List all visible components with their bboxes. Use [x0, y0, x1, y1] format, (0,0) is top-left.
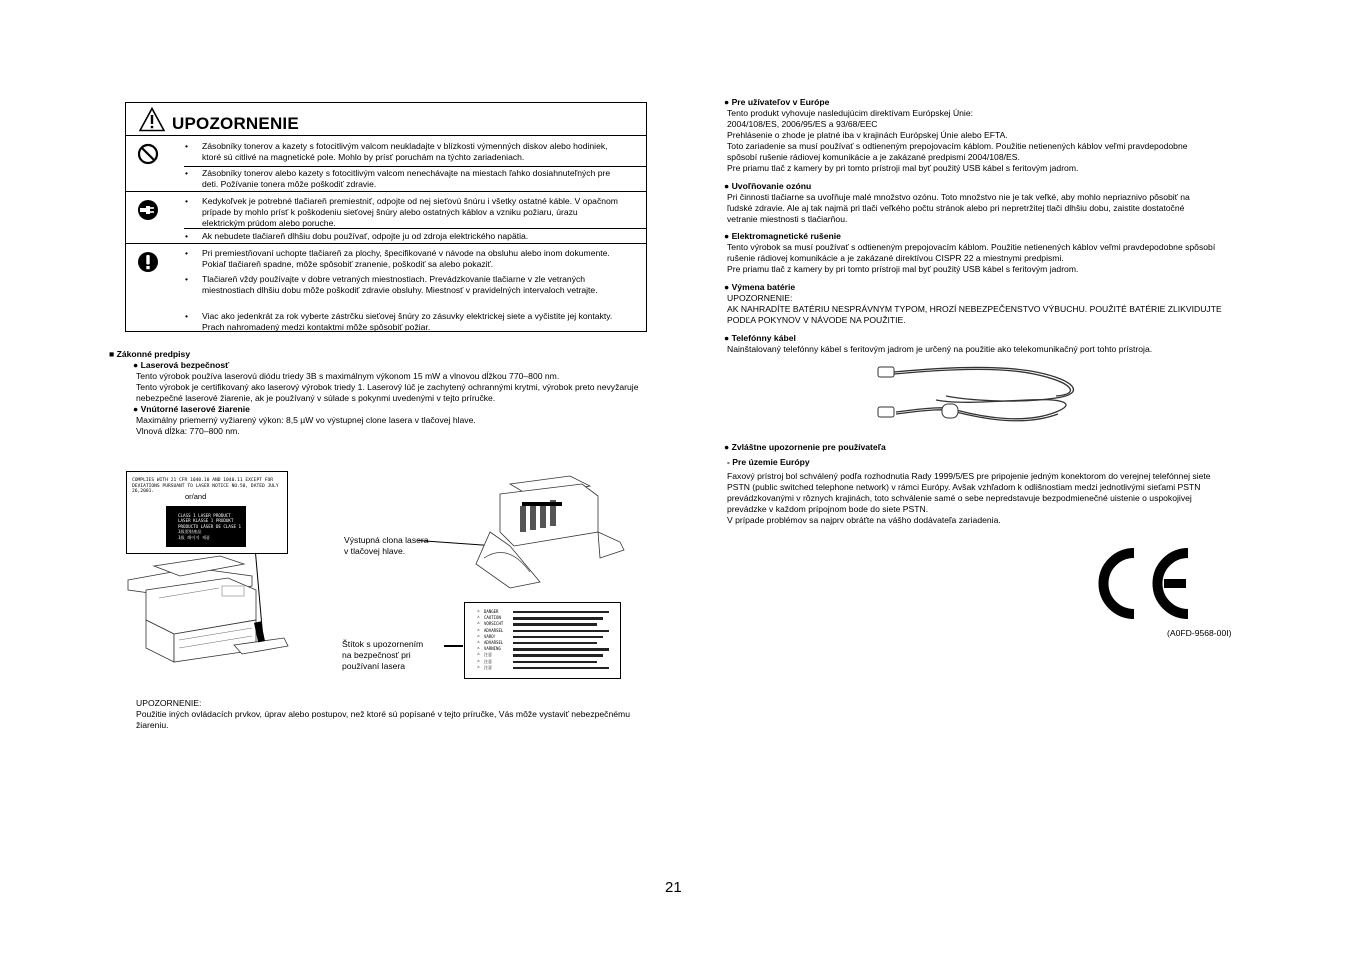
caution-row-label: DANGER [484, 609, 499, 614]
warning-triangle-icon: ⚠ [477, 646, 480, 652]
printer-illustration [124, 550, 290, 665]
ozone-text: Pri činnosti tlačiarne sa uvoľňuje malé množstvo ozónu. Toto množstvo nie je tak veľké, aby mohlo nepriaznivo pôsobiť na ľudské zdravie. Ale aj tak najmä pri tlači veľkého počtu stránok alebo pri nepretržitej tlači dlhšiu dobu, zaistite dostatočné vetranie miestnosti s tlačiarňou. [727, 192, 1190, 224]
unplug-icon [137, 199, 159, 221]
warning-triangle-icon [139, 107, 165, 132]
warning-triangle-icon: ⚠ [477, 627, 480, 633]
caution-text-block [513, 654, 603, 656]
label-callout: Štítok s upozornením na bezpečnosť pri používaní lasera [342, 639, 424, 671]
warning-triangle-icon: ⚠ [477, 664, 480, 670]
eu-text: Tento produkt vyhovuje nasledujúcim direktívam Európskej Únie: 2004/108/ES, 2006/95/ES a 93/68/EEC Prehlásenie o zhode je platné iba v krajinách Európskej Únie alebo EFTA. Toto zariadenie sa musí používať s odtieneným prepojovacím káblom. Použitie netienených káblov veľmi pravdepodobne spôsobí rušenie rádiovej komunikácie a je zakázané predpismi 2004/108/ES. Pre priamu tlač z kamery by pri tomto prístroji mal byť použitý USB kábel s feritovým jadrom. [727, 108, 1188, 173]
warning-row-handling [126, 244, 646, 332]
page-number: 21 [665, 879, 682, 896]
caution-row-label: VARO! [484, 633, 497, 639]
warning-title: UPOZORNENIE [172, 114, 299, 133]
warning-box [125, 102, 647, 332]
caution-row-label: ADVARSEL [484, 639, 504, 645]
warning-item: • Pri premiestňovaní uchopte tlačiareň za plochy, špecifikované v návode na obsluhu alebo inom dokumente. Pokiaľ tlačiareň spadne, môže spôsobiť zranenie, poškodiť sa alebo pokaziť. [185, 248, 610, 269]
eu-heading: ● Pre užívateľov v Európe [724, 97, 830, 107]
caution-text-block [513, 623, 597, 625]
ce-code: (A0FD-9568-00I) [1167, 628, 1232, 638]
internal-laser-heading: ● Vnútorné laserové žiarenie [133, 404, 250, 414]
warning-item: • Zásobníky tonerov alebo kazety s fotocitlivým valcom nenechávajte na miestach ľahko dosiahnuteľných pre deti. Požívanie tonera môže poškodiť zdravie. [185, 168, 611, 189]
bottom-note-text: Použitie iných ovládacích prvkov, úprav alebo postupov, než ktoré sú popísané v tejto príručke, Vás môže vystaviť nebezpečnému žiareniu. [136, 709, 630, 730]
caution-text-block [513, 611, 609, 613]
emc-text: Tento výrobok sa musí používať s odtieneným prepojovacím káblom. Použitie netienených káblov veľmi pravdepodobne spôsobí rušenie rádiovej komunikácie a je zakázané direktívou CISPR 22 a miestnymi predpismi. Pre priamu tlač z kamery by pri tomto prístroji mal byť použitý USB kábel s feritovým jadrom. [727, 242, 1216, 274]
warning-triangle-icon: ⚠ [477, 609, 480, 614]
caution-row-label: 注意 [484, 652, 492, 658]
open-printer-illustration [470, 472, 628, 590]
caution-row-label: 注意 [484, 658, 492, 664]
warning-triangle-icon: ⚠ [477, 639, 480, 645]
legal-heading: ■ Zákonné predpisy [109, 349, 191, 359]
warning-row-unplug [126, 192, 646, 244]
caution-text-block [513, 636, 603, 638]
caution-row-label: VARNING [484, 646, 501, 652]
leader-line [444, 645, 463, 647]
or-and-text: or/and [185, 492, 207, 501]
europe-text: Faxový prístroj bol schválený podľa rozhodnutia Rady 1999/5/ES pre pripojenie jedným konektorom do verejnej telefónnej siete PSTN (public switched telephone network) v rámci Európy. Avšak vzhľadom k odlišnostiam medzi jednotlivými sieťami PSTN prevádzkovanými v rôznych krajinách, toto schválenie samé o sebe nepredstavuje bezpodmienečné uistenie o uspokojivej prevádzke v každom prípojnom bode do siete PSTN. V prípade problémov sa najprv obráťte na vášho dodávateľa zariadenia. [727, 471, 1211, 525]
caution-text-block [513, 648, 609, 650]
caution-row-label: VORSICHT [484, 621, 504, 627]
phone-cable-text: Nainštalovaný telefónny kábel s feritovým jadrom je určený na použitie ako telekomunikačný port tohto prístroja. [727, 344, 1153, 354]
compliance-text: COMPLIES WITH 21 CFR 1040.10 AND 1040.11 EXCEPT FOR DEVIATIONS PURSUANT TO LASER NOTICE NO.50, DATED JULY 26,2001. [132, 478, 279, 495]
laser-compliance-label [126, 471, 288, 554]
bottom-note-title: UPOZORNENIE: [136, 698, 202, 708]
caution-text-block [513, 630, 609, 632]
caution-text-block [513, 642, 597, 644]
phone-cable-illustration [876, 360, 1084, 430]
warning-header [126, 103, 646, 136]
europe-heading: - Pre územie Európy [727, 457, 810, 467]
ozone-heading: ● Uvoľňovanie ozónu [724, 181, 812, 191]
no-symbol-icon [137, 143, 159, 165]
warning-triangle-icon: ⚠ [477, 633, 480, 639]
divider [184, 228, 646, 229]
warning-item: • Viac ako jedenkrát za rok vyberte zástrčku sieťovej šnúry zo zásuvky elektrickej siete a vyčistite jej kontakty. Prach nahromadený medzi kontaktmi môže spôsobiť požiar. [185, 311, 613, 332]
caution-row-label: ADVARSEL [484, 627, 504, 633]
bottom-note [136, 698, 636, 731]
emc-heading: ● Elektromagnetické rušenie [724, 231, 841, 241]
special-notice-heading: ● Zvláštne upozornenie pre používateľa [724, 442, 886, 452]
warning-triangle-icon: ⚠ [477, 658, 480, 664]
internal-laser-text: Maximálny priemerný vyžiarený výkon: 8,5 µW vo výstupnej clone lasera v tlačovej hlave. Vlnová dĺžka: 770–800 nm. [136, 415, 476, 436]
battery-heading: ● Výmena batérie [724, 282, 796, 292]
battery-text: UPOZORNENIE: AK NAHRADÍTE BATÉRIU NESPRÁVNYM TYPOM, HROZÍ NEBEZPEČENSTVO VÝBUCHU. POUŽITÉ BATÉRIE ZLIKVIDUJTE PODĽA POKYNOV V NÁVODE NA POUŽITIE. [727, 293, 1222, 325]
caution-rows [477, 609, 617, 671]
caution-text-block [513, 661, 597, 663]
aperture-callout: Výstupná clona lasera v tlačovej hlave. [344, 535, 429, 556]
laser-safety-heading: ● Laserová bezpečnosť [133, 360, 230, 370]
divider [184, 166, 646, 167]
caution-row-label: 注意 [484, 664, 492, 670]
phone-cable-heading: ● Telefónny kábel [724, 333, 796, 343]
exclamation-icon [137, 251, 159, 273]
warning-item: • Kedykoľvek je potrebné tlačiareň premiestniť, odpojte od nej sieťovú šnúru i všetky ostatné káble. V opačnom prípade by mohlo prísť k poškodeniu sieťovej šnúry alebo ostatných káblov a vzniku požiaru, úrazu elektrickým prúdom alebo poruche. [185, 196, 618, 228]
warning-item: • Ak nebudete tlačiareň dlhšiu dobu používať, odpojte ju od zdroja elektrického napätia. [185, 231, 529, 241]
caution-text-block [513, 667, 609, 669]
laser-caution-label [464, 602, 621, 679]
warning-row-storage [126, 136, 646, 192]
caution-text-block [513, 617, 603, 619]
warning-item: • Tlačiareň vždy používajte v dobre vetraných miestnostiach. Prevádzkovanie tlačiarne v zle vetraných miestnostiach dlhšiu dobu môže poškodiť zdravie obsluhy. Miestnosť v pravidelných intervaloch vetrajte. [185, 274, 598, 295]
warning-item: • Zásobníky tonerov a kazety s fotocitlivým valcom neukladajte v blízkosti výmenných diskov alebo hodiniek, ktoré sú citlivé na magnetické pole. Mohlo by prísť poruchám na týchto zariadeniach. [185, 141, 608, 162]
ce-mark-icon [1092, 547, 1194, 620]
laser-safety-text: Tento výrobok používa laserovú diódu triedy 3B s maximálnym výkonom 15 mW a vlnovou dĺžkou 770–800 nm. Tento výrobok je certifikovaný ako laserový výrobok triedy 1. Laserový lúč je zachytený ochrannými krytmi, výrobok preto nevyžaruje nebezpečné laserové žiarenie, ak je používaný v súlade s pokynmi uvedenými v tejto príručke. [136, 371, 639, 403]
caution-row [477, 665, 617, 671]
warning-triangle-icon: ⚠ [477, 615, 480, 621]
warning-triangle-icon: ⚠ [477, 652, 480, 658]
caution-row-label: CAUTION [484, 615, 501, 621]
warning-triangle-icon: ⚠ [477, 621, 480, 627]
class1-label: CLASS 1 LASER PRODUCT LASER KLASSE 1 PRODUKT PRODUCTO LÁSER DE CLASE 1 1級雷射產品 1級 레이저 제품 [166, 506, 246, 547]
